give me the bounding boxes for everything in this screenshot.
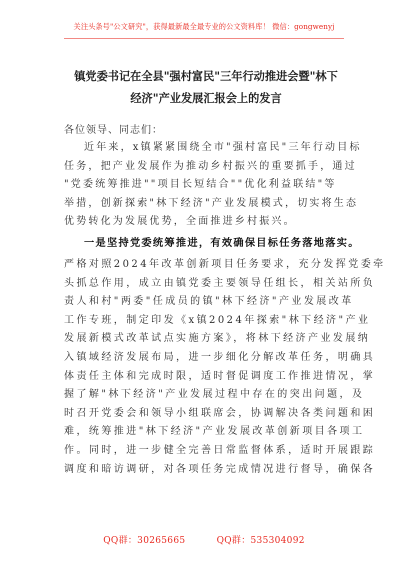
title-line-1: 镇党委书记在全县"强村富民"三年行动推进会暨"林下 <box>74 70 338 83</box>
footer-contact <box>0 533 408 546</box>
text-line: 头抓总作用，成立由镇党委主要领导任组长，相关站所负 <box>64 277 376 289</box>
header-divider <box>64 38 344 39</box>
text-line: 难，统筹推进"林下经济"产业发展改革创新项目各项工 <box>64 426 365 438</box>
footer-qq-group-1: QQ群：30265665 <box>103 536 186 546</box>
text-line: 发展新模式改革试点实施方案》，将林下经济产业发展纳 <box>64 333 371 345</box>
header-promo-text: 关注头条号"公文研究"，获得最新最全最专业的公文资料库！ 微信：gongwenyj <box>73 22 335 31</box>
paragraph-section-1 <box>64 256 386 479</box>
paragraph-intro <box>64 139 362 232</box>
text-line: 时召开党委会和领导小组联席会，协调解决各类问题和困 <box>64 407 376 419</box>
text-line: 体责任主体和完成时限，适时督促调度工作推进情况，掌 <box>64 370 376 382</box>
text-line: 责人和村"两委"任成员的镇"林下经济"产业发展改革 <box>64 296 354 308</box>
footer-qq-group-2: QQ群：535304092 <box>216 536 305 546</box>
text-line: 近年来，x镇紧紧围绕全市"强村富民"三年行动目标 <box>84 142 362 153</box>
title-line-2: 经济"产业发展汇报会上的发言 <box>130 92 282 105</box>
text-line: 工作专班，制定印发《x镇2024年探索"林下经济"产业 <box>64 314 371 326</box>
text-line: "党委统筹推进""项目长短结合""优化利益联结"等 <box>64 179 337 191</box>
text-line: 严格对照2024年改革创新项目任务要求，充分发挥党委牵 <box>64 258 386 270</box>
salutation: 各位领导、同志们： <box>64 125 163 136</box>
document-body <box>64 139 386 479</box>
text-line: 优势转化为发展优势，全面推进乡村振兴。 <box>64 216 296 228</box>
text-line: 入镇域经济发展布局，进一步细化分解改革任务，明确具 <box>64 351 376 363</box>
section-heading-1: 一是坚持党委统筹推进，有效确保目标任务落地落实。 <box>84 237 360 249</box>
document-title <box>56 66 356 110</box>
text-line: 作。同时，进一步健全完善日常监督体系，适时开展跟踪 <box>64 444 376 456</box>
text-line: 调度和暗访调研，对各项任务完成情况进行督导，确保各 <box>64 463 376 475</box>
text-line: 任务，把产业发展作为推动乡村振兴的重要抓手，通过 <box>64 160 357 172</box>
text-line: 握了解"林下经济"产业发展过程中存在的突出问题，及 <box>64 389 365 401</box>
text-line: 举措，创新探索"林下经济"产业发展模式，切实将生态 <box>64 197 359 209</box>
